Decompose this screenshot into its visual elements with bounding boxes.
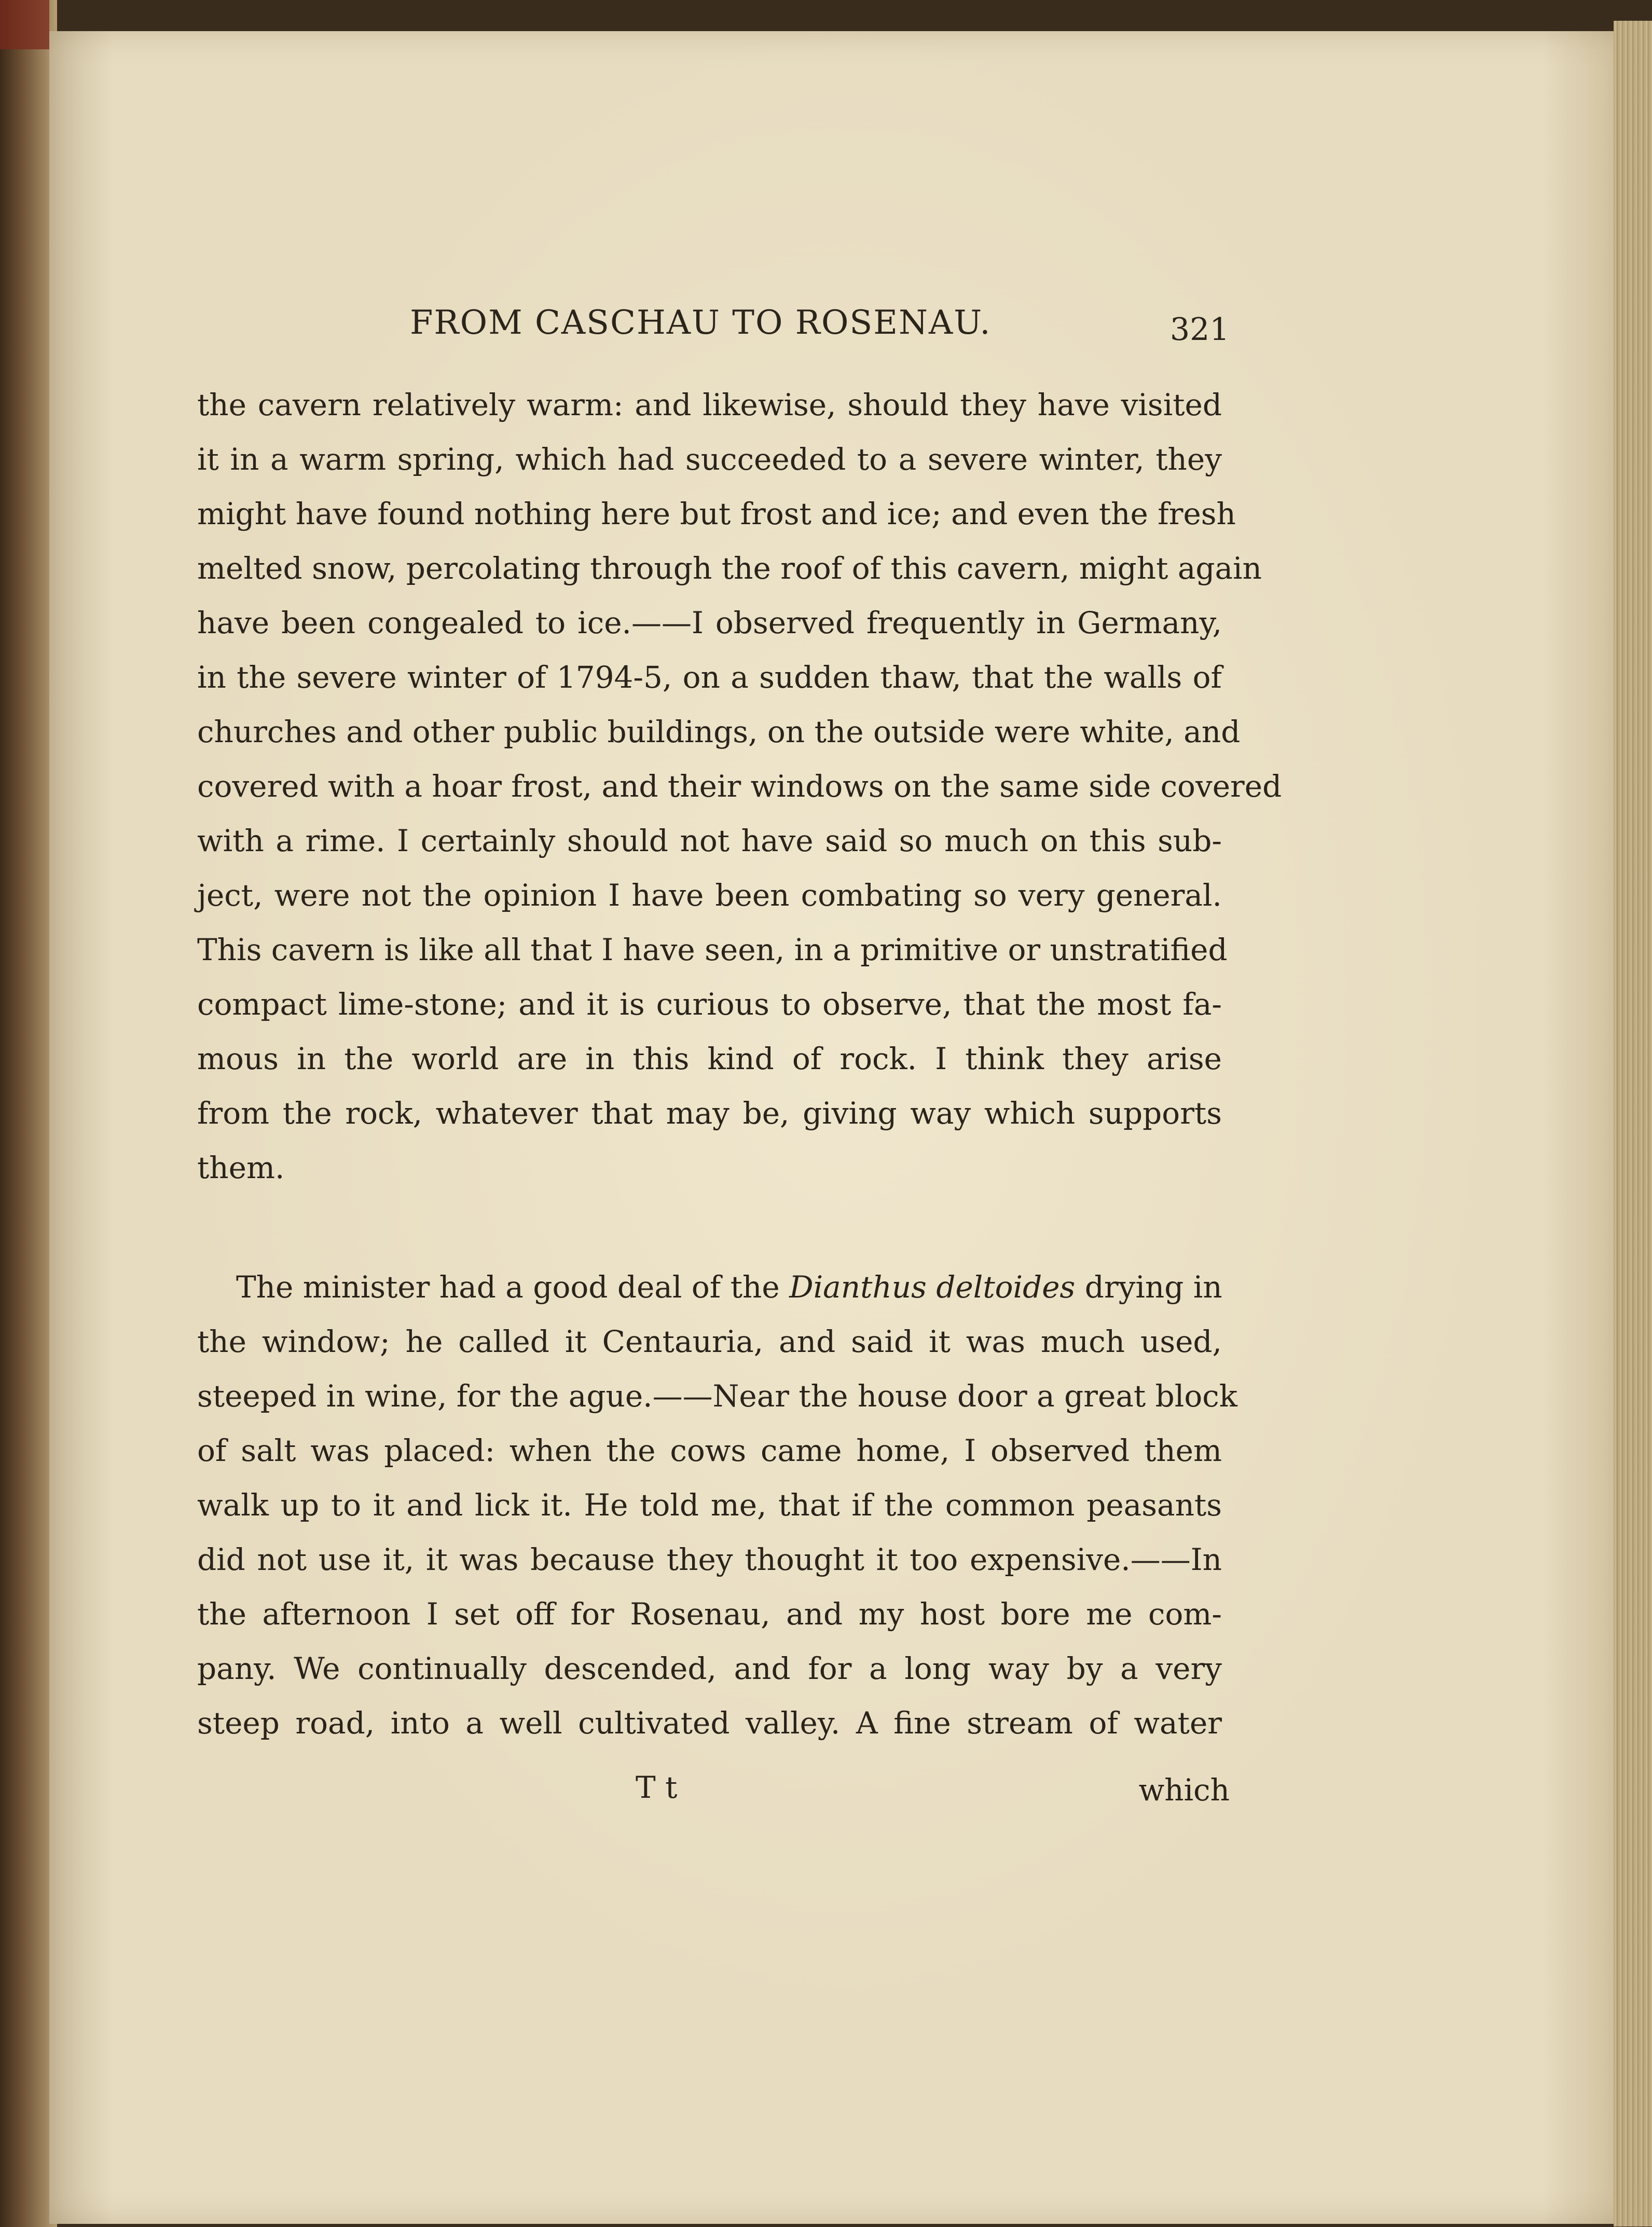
text-line: pany. We continually descended, and for a long way by a very	[197, 1651, 1222, 1686]
text-line: churches and other public buildings, on the outside were white, and	[197, 714, 1241, 749]
text-run: drying in	[1075, 1269, 1222, 1305]
text-line: have been congealed to ice.——I observed frequently in Germany,	[197, 605, 1222, 640]
text-line: steep road, into a well cultivated valley. A fine stream of water	[197, 1705, 1222, 1741]
text-line: ject, were not the opinion I have been combating so very general.	[197, 878, 1222, 913]
text-line: with a rime. I certainly should not have said so much on this sub-	[197, 823, 1222, 858]
binding-gutter	[0, 0, 57, 2227]
text-line: them.	[197, 1150, 285, 1185]
paragraph-first-line	[236, 1264, 1222, 1310]
species-name: Dianthus deltoides	[789, 1269, 1076, 1305]
running-title: FROM CASCHAU TO ROSENAU.	[410, 304, 992, 342]
signature-mark: T t	[636, 1770, 678, 1805]
text-line: did not use it, it was because they thought it too expensive.——In	[197, 1542, 1222, 1577]
text-line: compact lime-stone; and it is curious to observe, that the most fa-	[197, 987, 1222, 1022]
page-number: 321	[1170, 311, 1230, 348]
text-line: the afternoon I set off for Rosenau, and my host bore me com-	[197, 1596, 1222, 1632]
catchword: which	[1138, 1772, 1230, 1808]
corner-mark	[0, 0, 49, 49]
text-line: steeped in wine, for the ague.——Near the house door a great block	[197, 1378, 1237, 1414]
text-line: the cavern relatively warm: and likewise, should they have visited	[197, 387, 1222, 422]
text-line: walk up to it and lick it. He told me, that if the common peasants	[197, 1487, 1222, 1523]
text-line: of salt was placed: when the cows came home, I observed them	[197, 1433, 1222, 1468]
text-line: the window; he called it Centauria, and said it was much used,	[197, 1324, 1222, 1359]
text-line: covered with a hoar frost, and their windows on the same side covered	[197, 769, 1282, 804]
text-line: This cavern is like all that I have seen, in a primitive or unstratified	[197, 932, 1228, 967]
text-line: melted snow, percolating through the roof of this cavern, might again	[197, 551, 1262, 586]
text-line: from the rock, whatever that may be, giving way which supports	[197, 1096, 1222, 1131]
text-line: mous in the world are in this kind of rock. I think they arise	[197, 1041, 1222, 1076]
text-line: might have found nothing here but frost and ice; and even the fresh	[197, 496, 1236, 531]
text-run: The minister had a good deal of the	[236, 1269, 790, 1305]
page-edges	[1614, 21, 1652, 2226]
text-line: in the severe winter of 1794-5, on a sudden thaw, that the walls of	[197, 660, 1222, 695]
text-line: it in a warm spring, which had succeeded to a severe winter, they	[197, 442, 1222, 477]
